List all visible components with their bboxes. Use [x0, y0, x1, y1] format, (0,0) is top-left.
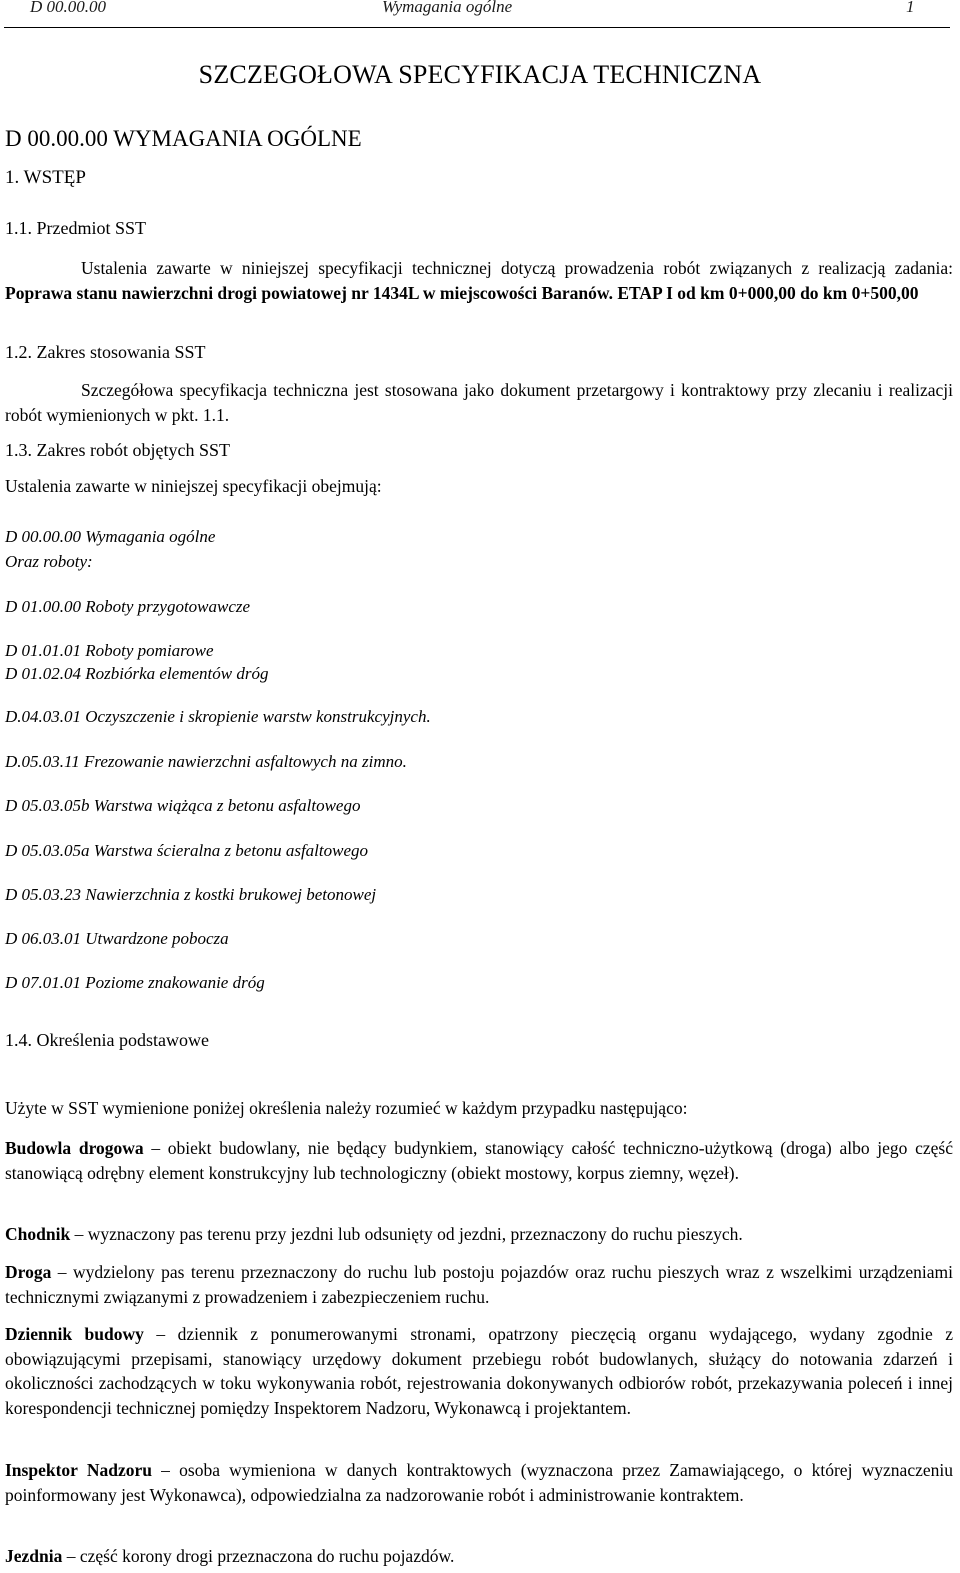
list-item: D 01.00.00 Roboty przygotowawcze	[5, 597, 251, 616]
list-item: D 00.00.00 Wymagania ogólne	[5, 527, 216, 546]
definition-item	[5, 1458, 953, 1507]
definition-term: Droga	[5, 1262, 52, 1282]
heading-1-2: 1.2. Zakres stosowania SST	[5, 342, 206, 362]
paragraph-1-1-text: Ustalenia zawarte w niniejszej specyfikacji technicznej dotyczą prowadzenia robót związanych z realizacją zadania:	[81, 258, 953, 278]
definition-item	[5, 1322, 953, 1420]
definition-term: Inspektor Nadzoru	[5, 1460, 152, 1480]
main-heading: D 00.00.00 WYMAGANIA OGÓLNE	[5, 126, 362, 151]
project-name: Poprawa stanu nawierzchni drogi powiatowej nr 1434L w miejscowości Baranów. ETAP I od km 0+000,00 do km 0+500,00	[5, 282, 919, 303]
definition-item	[5, 1260, 953, 1309]
paragraph-1-4-intro: Użyte w SST wymienione poniżej określenia należy rozumieć w każdym przypadku następująco:	[5, 1098, 688, 1118]
heading-1-4: 1.4. Określenia podstawowe	[5, 1030, 209, 1050]
list-item: D 06.03.01 Utwardzone pobocza	[5, 929, 229, 948]
page-header	[0, 0, 960, 26]
list-item: D 05.03.05a Warstwa ścieralna z betonu asfaltowego	[5, 841, 368, 860]
list-item: D.05.03.11 Frezowanie nawierzchni asfaltowych na zimno.	[5, 752, 407, 771]
header-doc-title: Wymagania ogólne	[382, 0, 513, 16]
heading-1-1: 1.1. Przedmiot SST	[5, 218, 147, 238]
definition-text: – obiekt budowlany, nie będący budynkiem, stanowiący całość techniczno-użytkową (droga) albo jego część stanowiącą odrębny element konstrukcyjny lub technologiczny (obiekt mostowy, korpus ziemny, węzeł).	[5, 1138, 953, 1183]
definition-item	[5, 1136, 953, 1185]
list-item: D.04.03.01 Oczyszczenie i skropienie warstw konstrukcyjnych.	[5, 707, 431, 726]
paragraph-1-3-intro: Ustalenia zawarte w niniejszej specyfikacji obejmują:	[5, 476, 382, 496]
header-divider	[4, 27, 950, 28]
document-title: SZCZEGOŁOWA SPECYFIKACJA TECHNICZNA	[198, 60, 762, 89]
header-doc-code: D 00.00.00	[30, 0, 107, 16]
definition-text: – wyznaczony pas terenu przy jezdni lub odsunięty od jezdni, przeznaczony do ruchu pieszych.	[70, 1224, 743, 1244]
section-heading-1: 1. WSTĘP	[5, 167, 86, 188]
header-page-number: 1	[906, 0, 915, 16]
list-item: D 01.02.04 Rozbiórka elementów dróg	[5, 664, 269, 683]
list-item: D 05.03.05b Warstwa wiążąca z betonu asfaltowego	[5, 796, 361, 815]
list-item: D 07.01.01 Poziome znakowanie dróg	[5, 973, 265, 992]
definition-term: Jezdnia	[5, 1546, 63, 1566]
definition-item	[5, 1544, 953, 1569]
list-item: D 01.01.01 Roboty pomiarowe	[5, 641, 214, 660]
definition-term: Chodnik	[5, 1224, 71, 1244]
definition-text: – wydzielony pas terenu przeznaczony do ruchu lub postoju pojazdów oraz ruchu pieszych wraz z wszelkimi urządzeniami technicznymi związanymi z prowadzeniem i zabezpieczeniem ruchu.	[5, 1262, 953, 1307]
definition-text: – osoba wymieniona w danych kontraktowych (wyznaczona przez Zamawiającego, o której wyznaczeniu poinformowany jest Wykonawca), odpowiedzialna za nadzorowanie robót i administrowanie kontraktem.	[5, 1460, 953, 1505]
paragraph-1-2: Szczegółowa specyfikacja techniczna jest stosowana jako dokument przetargowy i kontraktowy przy zlecaniu i realizacji robót wymienionych w pkt. 1.1.	[5, 380, 953, 425]
definition-text: – dziennik z ponumerowanymi stronami, opatrzony pieczęcią organu wydającego, wydany zgodnie z obowiązującymi przepisami, stanowiący urzędowy dokument przebiegu robót budowlanych, służący do notowania zdarzeń i okoliczności zachodzących w toku wykonywania robót, rejestrowania dokonywanych odbiorów robót, przekazywania poleceń i innej korespondencji technicznej pomiędzy Inspektorem Nadzoru, Wykonawcą i projektantem.	[5, 1324, 954, 1418]
list-item: Oraz roboty:	[5, 552, 93, 571]
definition-term: Dziennik budowy	[5, 1324, 144, 1344]
definition-text: – część korony drogi przeznaczona do ruchu pojazdów.	[62, 1546, 455, 1566]
definition-term: Budowla drogowa	[5, 1138, 144, 1158]
list-item: D 05.03.23 Nawierzchnia z kostki brukowej betonowej	[5, 885, 377, 904]
heading-1-3: 1.3. Zakres robót objętych SST	[5, 440, 230, 460]
definition-item	[5, 1222, 953, 1247]
paragraph-1-1	[5, 256, 953, 305]
